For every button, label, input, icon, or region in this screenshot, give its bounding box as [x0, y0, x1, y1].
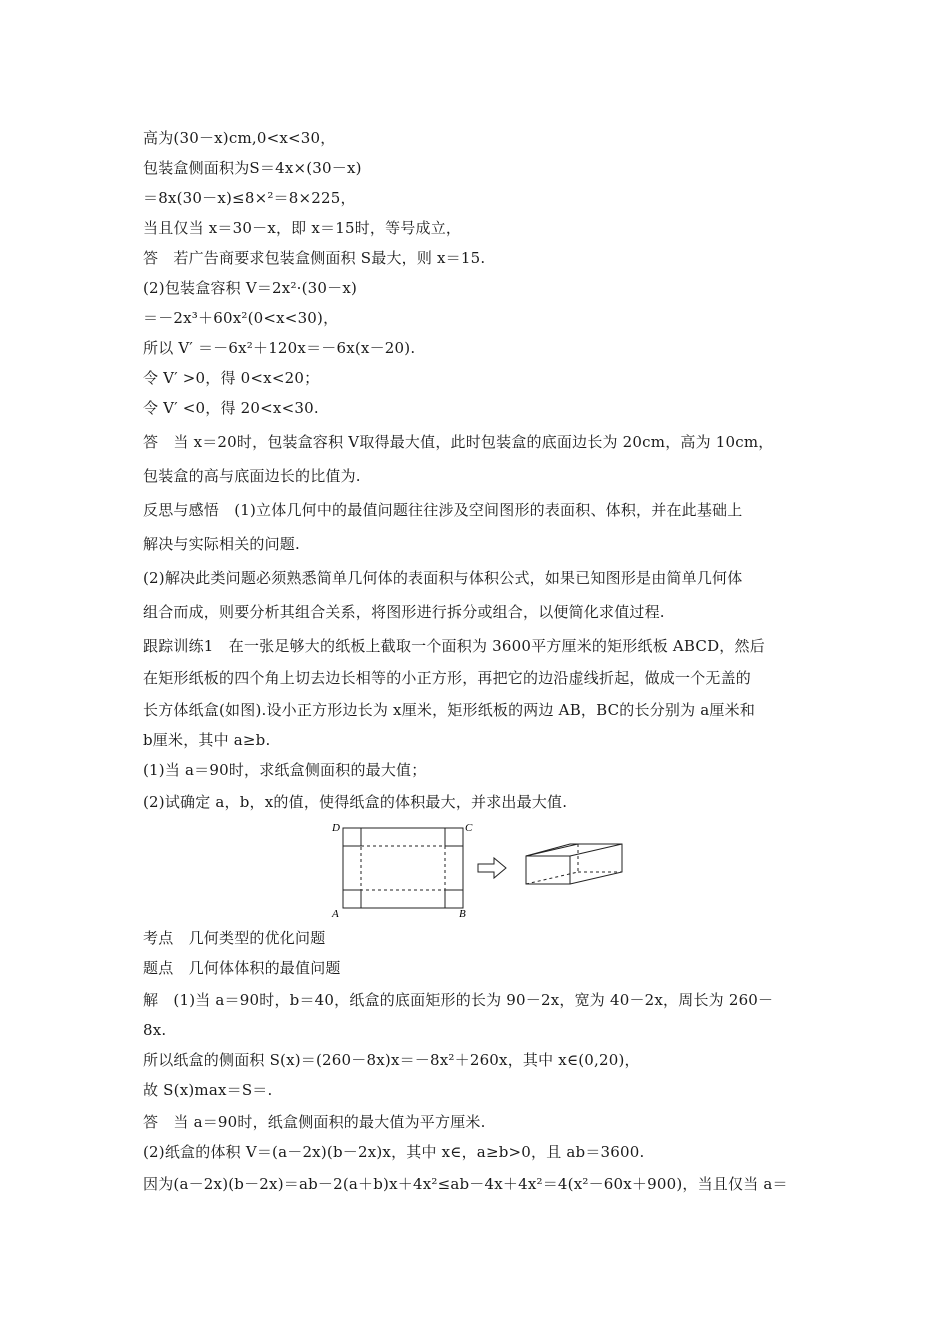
fold-lines — [361, 846, 445, 890]
label-a: A — [332, 908, 339, 920]
box-outline — [526, 844, 622, 884]
text-line: 组合而成，则要分析其组合关系，将图形进行拆分或组合，以便简化求值过程. — [143, 603, 665, 621]
figure-svg — [330, 820, 630, 920]
label-b: B — [459, 908, 466, 920]
text-line: 故 S(x)max＝S＝. — [143, 1081, 273, 1099]
text-line: 包装盒侧面积为S＝4x×(30－x) — [143, 159, 362, 177]
text-line: 所以 V′ ＝－6x²＋120x＝－6x(x－20). — [143, 339, 416, 357]
text-line: 答 若广告商要求包装盒侧面积 S最大，则 x＝15. — [143, 249, 486, 267]
text-line: 令 V′ <0，得 20<x<30. — [143, 399, 319, 417]
arrow-icon — [478, 858, 506, 878]
text-line: 解 (1)当 a＝90时，b＝40，纸盒的底面矩形的长为 90－2x，宽为 40－2x，周长为 260－ — [143, 991, 774, 1009]
text-line: (2)试确定 a，b，x的值，使得纸盒的体积最大，并求出最大值. — [143, 793, 568, 811]
text-line: ＝－2x³＋60x²(0<x<30)， — [143, 309, 339, 327]
box-folding-figure — [330, 820, 630, 920]
text-line: 当且仅当 x＝30－x，即 x＝15时，等号成立， — [143, 219, 462, 237]
label-c: C — [465, 822, 473, 834]
text-line: (1)当 a＝90时，求纸盒侧面积的最大值； — [143, 761, 427, 779]
text-line: (2)包装盒容积 V＝2x²·(30－x) — [143, 279, 358, 297]
text-line: 题点 几何体体积的最值问题 — [143, 959, 341, 977]
text-line: 在矩形纸板的四个角上切去边长相等的小正方形，再把它的边沿虚线折起，做成一个无盖的 — [143, 669, 752, 687]
label-d: D — [332, 822, 340, 834]
text-line: ＝8x(30－x)≤8×²＝8×225， — [143, 189, 356, 207]
box-front-face — [526, 856, 570, 884]
text-line: 8x. — [143, 1021, 167, 1039]
text-line: 高为(30－x)cm,0<x<30， — [143, 129, 336, 147]
text-line: 跟踪训练1 在一张足够大的纸板上截取一个面积为 3600平方厘米的矩形纸板 ABCD，然后 — [143, 637, 765, 655]
text-line: 答 当 x＝20时，包装盒容积 V取得最大值，此时包装盒的底面边长为 20cm，高为 10cm， — [143, 433, 774, 451]
text-line: 因为(a－2x)(b－2x)＝ab－2(a＋b)x＋4x²≤ab－4x＋4x²＝4(x²－60x＋900)，当且仅当 a＝ — [143, 1175, 788, 1193]
text-line: 考点 几何类型的优化问题 — [143, 929, 326, 947]
text-line: (2)解决此类问题必须熟悉简单几何体的表面积与体积公式，如果已知图形是由简单几何体 — [143, 569, 743, 587]
text-line: 包装盒的高与底面边长的比值为. — [143, 467, 361, 485]
text-line: 所以纸盒的侧面积 S(x)＝(260－8x)x＝－8x²＋260x，其中 x∈(0,20)， — [143, 1051, 640, 1069]
text-line: b厘米，其中 a≥b. — [143, 731, 271, 749]
text-line: 解决与实际相关的问题. — [143, 535, 300, 553]
text-line: 答 当 a＝90时，纸盒侧面积的最大值为平方厘米. — [143, 1113, 486, 1131]
text-line: 令 V′ >0，得 0<x<20； — [143, 369, 320, 387]
text-line: 长方体纸盒(如图).设小正方形边长为 x厘米，矩形纸板的两边 AB，BC的长分别为 a厘米和 — [143, 701, 756, 719]
text-line: 反思与感悟 (1)立体几何中的最值问题往往涉及空间图形的表面积、体积，并在此基础上 — [143, 501, 743, 519]
box-edge — [526, 844, 578, 856]
text-line: (2)纸盒的体积 V＝(a－2x)(b－2x)x，其中 x∈，a≥b>0，且 ab＝3600. — [143, 1143, 645, 1161]
